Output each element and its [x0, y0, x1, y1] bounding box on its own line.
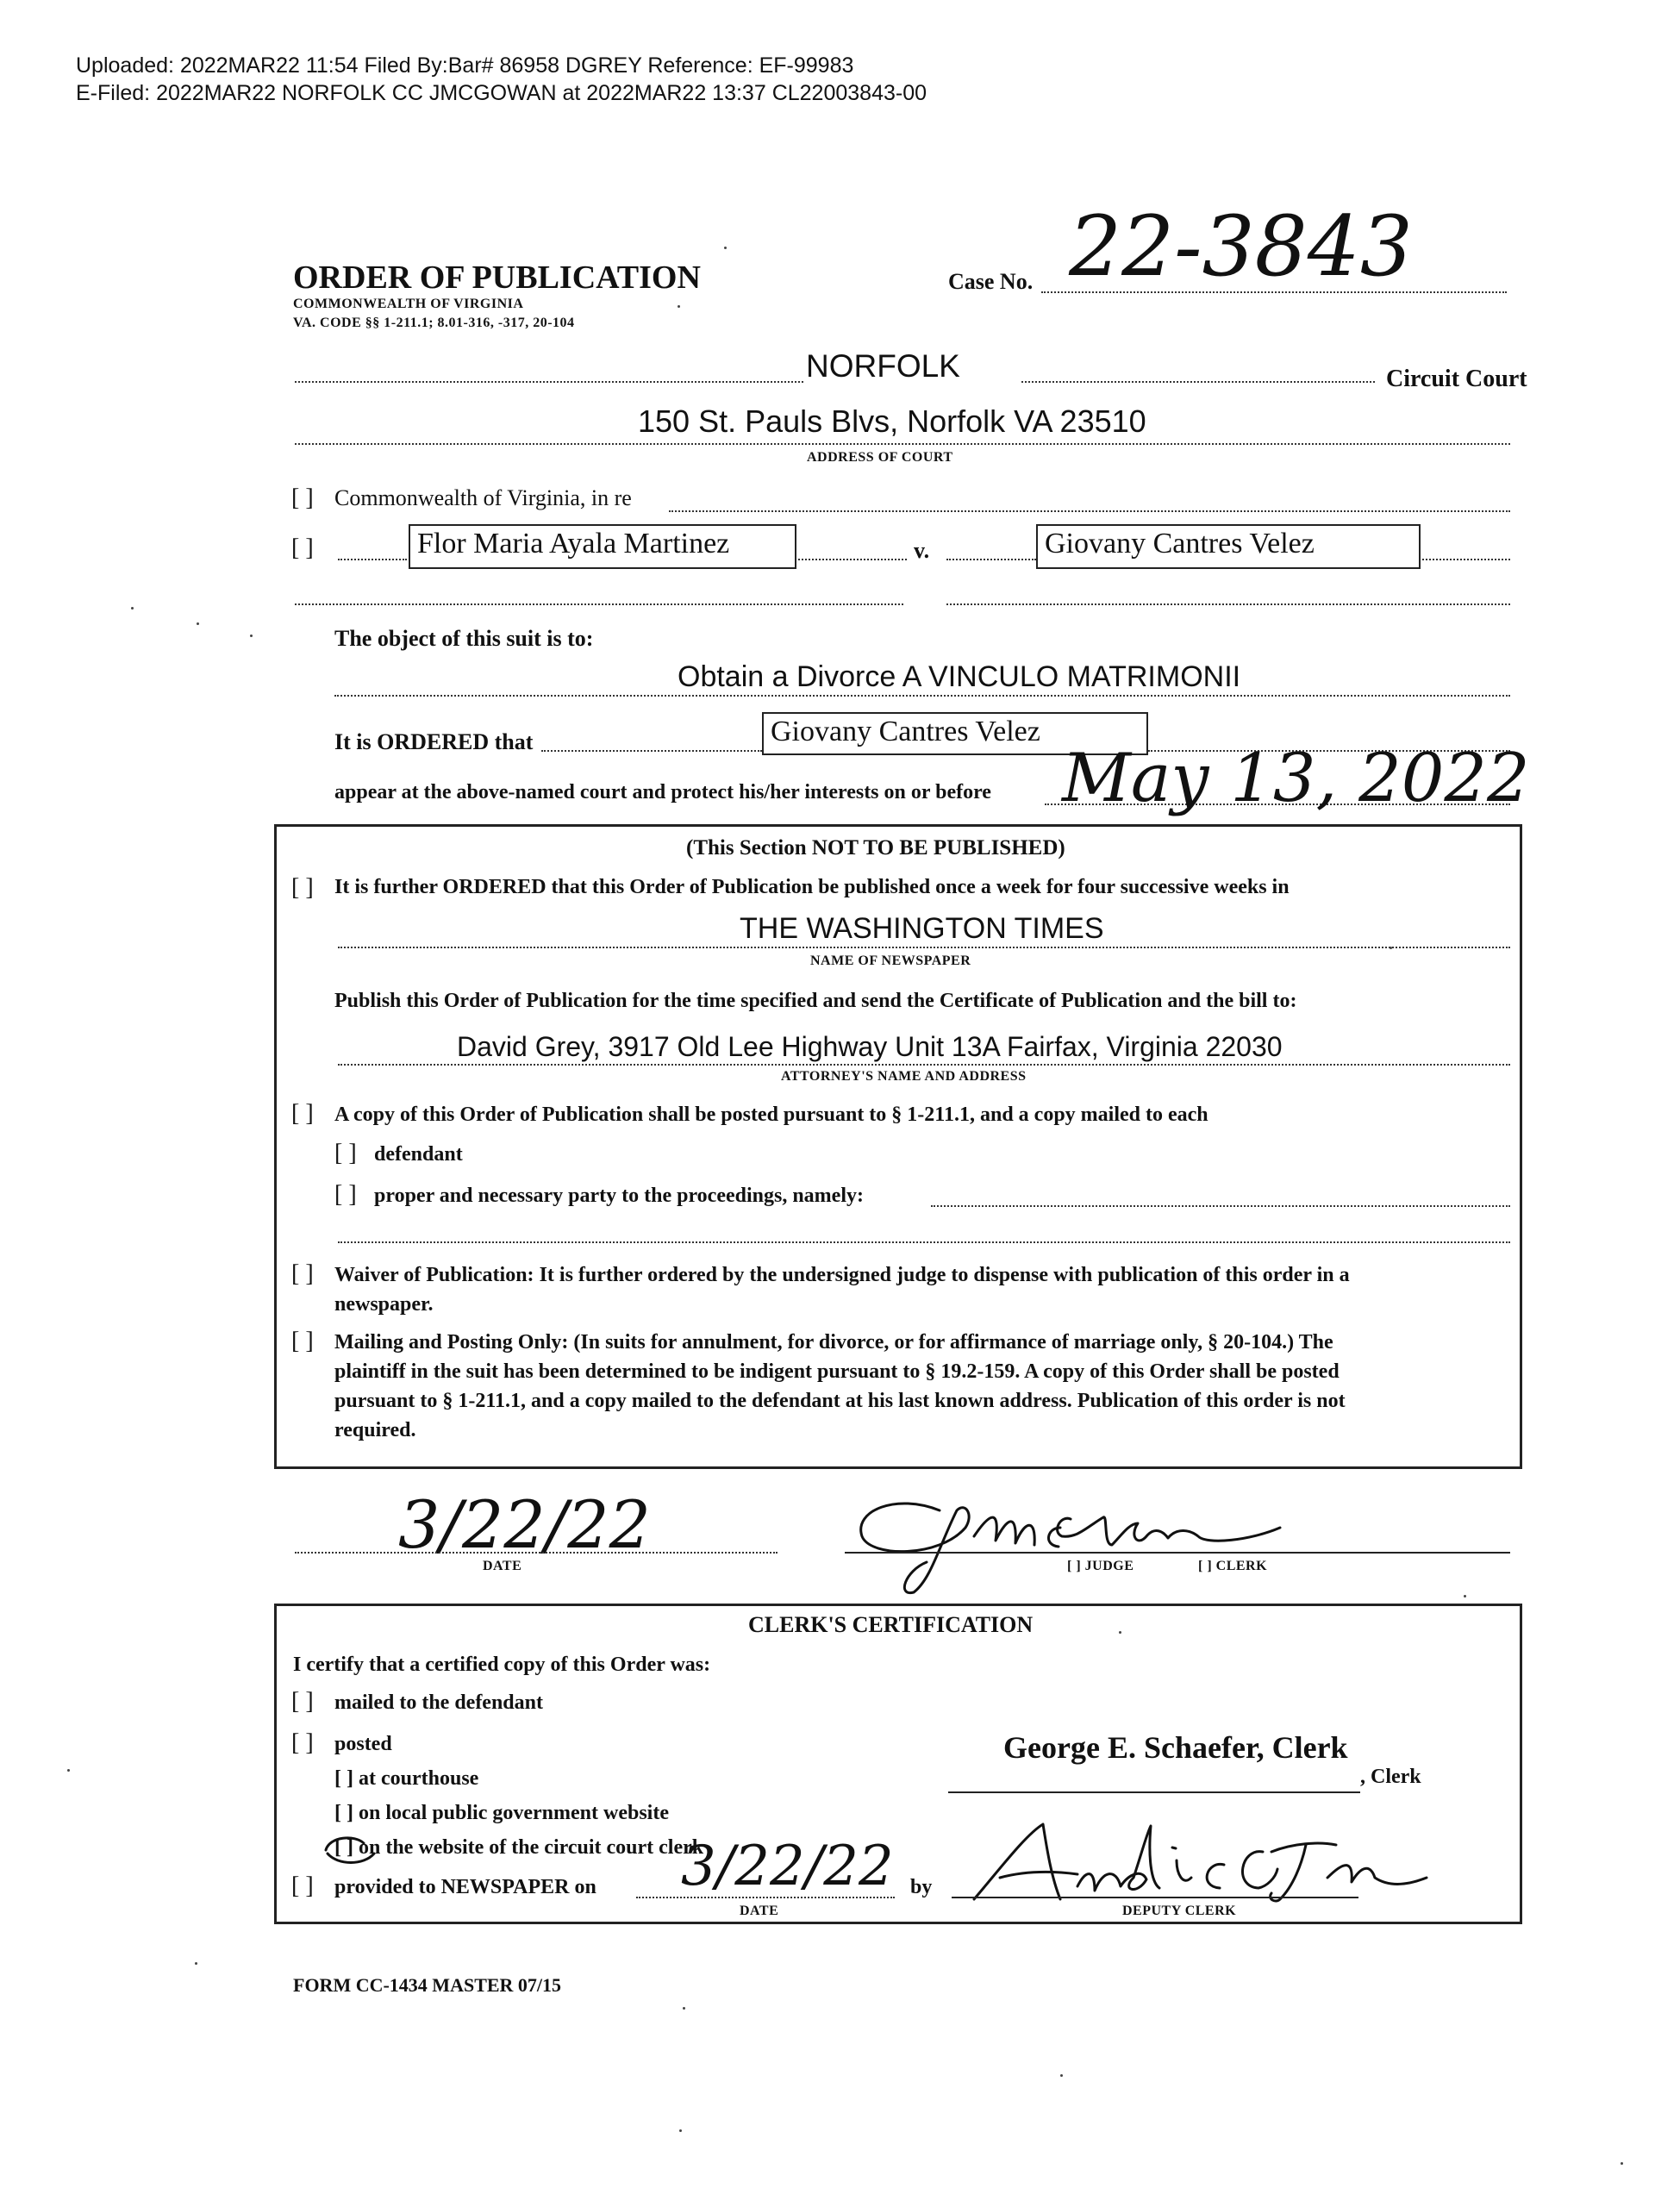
appear-text: appear at the above-named court and protect his/her interests on or before: [334, 781, 991, 803]
parties-second-line-right: [946, 603, 1510, 605]
provided-date-handwritten: 3/22/22: [681, 1835, 894, 1898]
further-ordered-text: It is further ORDERED that this Order of Publication be published once a week for four successive weeks in: [334, 876, 1290, 898]
defendant-checkbox[interactable]: [ ]: [334, 1140, 357, 1166]
judge-signature-line: [845, 1552, 1510, 1554]
deputy-clerk-line: [952, 1897, 1358, 1898]
posted-copy-text: A copy of this Order of Publication shall be posted pursuant to § 1-211.1, and a copy mailed to each: [334, 1104, 1208, 1126]
circuit-court-label: Circuit Court: [1386, 366, 1527, 392]
newspaper-checkbox[interactable]: [ ]: [291, 1873, 314, 1899]
posted-copy-checkbox[interactable]: [ ]: [291, 1100, 314, 1127]
scan-speck: [67, 1769, 70, 1772]
scan-speck: [683, 2007, 685, 2010]
judge-checkbox-label[interactable]: [ ] JUDGE: [1067, 1559, 1134, 1573]
section-heading: (This Section NOT TO BE PUBLISHED): [686, 836, 1065, 860]
mailed-option: mailed to the defendant: [334, 1691, 543, 1714]
scan-speck: [1621, 2162, 1623, 2165]
upload-stamp-line: Uploaded: 2022MAR22 11:54 Filed By:Bar# 86958 DGREY Reference: EF-99983: [76, 53, 854, 78]
parties-second-line-left: [295, 603, 903, 605]
local-website-option: [ ] on local public government website: [334, 1802, 669, 1824]
form-title: ORDER OF PUBLICATION: [293, 259, 701, 296]
court-address: 150 St. Pauls Blvs, Norfolk VA 23510: [638, 403, 1146, 439]
clerk-suffix: , Clerk: [1360, 1766, 1421, 1788]
address-line: [295, 443, 1510, 445]
scan-speck: [195, 1962, 197, 1965]
court-line-left: [295, 381, 803, 383]
scan-speck: [131, 607, 134, 610]
versus-label: v.: [914, 538, 930, 563]
proper-party-line: [931, 1205, 1510, 1207]
mailing-posting-text-3: pursuant to § 1-211.1, and a copy mailed to the defendant at his last known address. Publication of this order is not: [334, 1390, 1346, 1412]
commonwealth-line: [669, 510, 1510, 512]
order-date-handwritten: 3/22/22: [398, 1486, 651, 1563]
order-date-line: [295, 1552, 778, 1554]
certify-text: I certify that a certified copy of this Order was:: [293, 1654, 711, 1676]
case-number-label: Case No.: [948, 269, 1034, 294]
commonwealth-label: Commonwealth of Virginia, in re: [334, 485, 632, 510]
publish-instructions: Publish this Order of Publication for the time specified and send the Certificate of Publication and the bill to:: [334, 990, 1297, 1012]
attorney-caption: ATTORNEY'S NAME AND ADDRESS: [781, 1069, 1027, 1084]
commonwealth-checkbox[interactable]: [ ]: [291, 485, 314, 511]
ordered-line-left: [541, 750, 762, 752]
plaintiff-field[interactable]: Flor Maria Ayala Martinez: [409, 524, 796, 569]
judge-signature: [845, 1476, 1293, 1597]
provided-newspaper-text: provided to NEWSPAPER on: [334, 1876, 596, 1898]
plaintiff-line-left: [338, 559, 407, 560]
appear-date-handwritten: May 13, 2022: [1062, 740, 1530, 817]
proper-party-checkbox[interactable]: [ ]: [334, 1181, 357, 1208]
defendant-line-left: [946, 559, 1036, 560]
waiver-text: Waiver of Publication: It is further ordered by the undersigned judge to dispense with publication of this order in a: [334, 1264, 1350, 1286]
scan-speck: [724, 247, 727, 249]
attorney-name-address: David Grey, 3917 Old Lee Highway Unit 13A Fairfax, Virginia 22030: [457, 1031, 1283, 1062]
publish-checkbox[interactable]: [ ]: [291, 874, 314, 901]
scan-speck: [1119, 1631, 1121, 1634]
proper-party-text: proper and necessary party to the proceedings, namely:: [374, 1185, 864, 1207]
defendant-line-right: [1422, 559, 1510, 560]
mailing-posting-text-2: plaintiff in the suit has been determined to be indigent pursuant to § 19.2-159. A copy of this Order shall be posted: [334, 1360, 1340, 1383]
efile-stamp-line: E-Filed: 2022MAR22 NORFOLK CC JMCGOWAN at 2022MAR22 13:37 CL22003843-00: [76, 81, 927, 105]
clerk-name: George E. Schaefer, Clerk: [1003, 1730, 1348, 1765]
scan-speck: [679, 2129, 682, 2132]
provided-date-caption: DATE: [740, 1904, 779, 1918]
court-line-right: [1021, 381, 1375, 383]
ordered-party-field[interactable]: Giovany Cantres Velez: [762, 712, 1148, 755]
mailing-posting-checkbox[interactable]: [ ]: [291, 1328, 314, 1354]
scan-speck: [250, 635, 253, 637]
case-number-handwritten: 22-3843: [1069, 198, 1413, 295]
court-name: NORFOLK: [806, 348, 960, 384]
scan-speck: [1390, 947, 1392, 949]
clerk-checkbox-label[interactable]: [ ] CLERK: [1198, 1559, 1268, 1573]
object-line: [334, 695, 1510, 697]
mailed-checkbox[interactable]: [ ]: [291, 1688, 314, 1715]
object-value: Obtain a Divorce A VINCULO MATRIMONII: [678, 660, 1241, 693]
deputy-clerk-caption: DEPUTY CLERK: [1122, 1904, 1237, 1918]
newspaper-name: THE WASHINGTON TIMES: [740, 912, 1104, 945]
mailing-posting-text: Mailing and Posting Only: (In suits for annulment, for divorce, or for affirmance of marriage only, § 20-104.) The: [334, 1331, 1333, 1354]
at-courthouse-option: [ ] at courthouse: [334, 1767, 479, 1790]
scan-speck: [678, 305, 680, 308]
order-date-caption: DATE: [483, 1559, 522, 1573]
mailing-posting-text-4: required.: [334, 1419, 416, 1441]
form-subtitle-commonwealth: COMMONWEALTH OF VIRGINIA: [293, 297, 524, 311]
object-label: The object of this suit is to:: [334, 626, 594, 651]
waiver-checkbox[interactable]: [ ]: [291, 1260, 314, 1287]
plaintiff-line-right: [798, 559, 907, 560]
defendant-option: defendant: [374, 1143, 463, 1166]
newspaper-line: [338, 947, 1510, 948]
parties-checkbox[interactable]: [ ]: [291, 535, 314, 561]
newspaper-caption: NAME OF NEWSPAPER: [810, 953, 971, 968]
circuit-website-checkmark: [321, 1831, 381, 1869]
certification-heading: CLERK'S CERTIFICATION: [748, 1612, 1034, 1637]
address-caption: ADDRESS OF COURT: [807, 450, 953, 465]
by-label: by: [910, 1876, 933, 1898]
form-subtitle-code: VA. CODE §§ 1-211.1; 8.01-316, -317, 20-104: [293, 316, 575, 330]
posted-checkbox[interactable]: [ ]: [291, 1729, 314, 1756]
attorney-line: [338, 1064, 1510, 1066]
posted-option: posted: [334, 1733, 392, 1755]
proper-party-second-line: [338, 1241, 1510, 1243]
form-number: FORM CC-1434 MASTER 07/15: [293, 1974, 562, 1996]
scan-speck: [197, 622, 199, 625]
defendant-field[interactable]: Giovany Cantres Velez: [1036, 524, 1421, 569]
circuit-website-option: [ ] on the website of the circuit court clerk: [334, 1836, 704, 1859]
scan-speck: [1060, 2074, 1063, 2077]
scan-speck: [1464, 1595, 1466, 1597]
waiver-text-cont: newspaper.: [334, 1293, 434, 1316]
clerk-line: [948, 1791, 1360, 1793]
ordered-label: It is ORDERED that: [334, 729, 534, 754]
